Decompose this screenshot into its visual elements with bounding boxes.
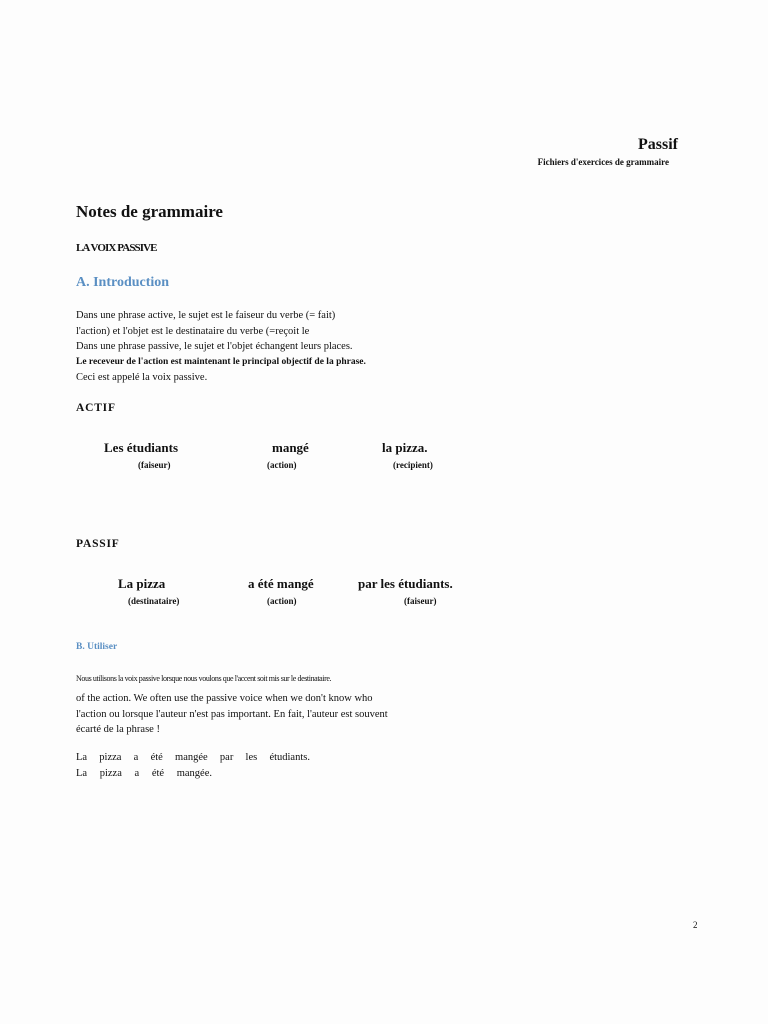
passive-agent: par les étudiants. xyxy=(358,576,453,591)
active-subject: Les étudiants xyxy=(104,440,179,455)
page-number: 2 xyxy=(693,920,698,930)
example-word: mangée xyxy=(175,752,208,763)
passive-label: PASSIF xyxy=(76,538,120,550)
active-role-doer: (faiseur) xyxy=(138,460,171,470)
section-b-heading: B. Utiliser xyxy=(76,642,118,652)
example-word: été xyxy=(151,768,165,779)
document-title: Passif xyxy=(638,136,678,153)
intro-line: Dans une phrase passive, le sujet et l'objet échangent leurs places. xyxy=(76,341,353,352)
passive-verb: a été mangé xyxy=(248,576,314,591)
usage-paragraph xyxy=(76,691,388,738)
passive-role-doer: (faiseur) xyxy=(404,596,437,606)
example-sentence-1 xyxy=(76,752,310,763)
topic-heading: LA VOIX PASSIVE xyxy=(76,242,157,254)
usage-line: of the action. We often use the passive voice when we don't know who xyxy=(76,693,373,704)
example-sentence-2 xyxy=(76,768,212,779)
example-word: été xyxy=(150,752,163,763)
example-word: pizza xyxy=(99,752,122,763)
usage-line: écarté de la phrase ! xyxy=(76,724,160,735)
example-word: La xyxy=(76,768,88,779)
active-verb: mangé xyxy=(272,440,309,455)
example-word: par xyxy=(219,752,234,763)
example-word: a xyxy=(133,752,139,763)
example-word: pizza xyxy=(99,768,122,779)
example-word: La xyxy=(76,752,88,763)
active-role-recipient: (recipient) xyxy=(393,460,433,470)
intro-line: l'action) et l'objet est le destinataire du verbe (=reçoit le xyxy=(76,325,310,337)
passive-role-recipient: (destinataire) xyxy=(128,596,180,606)
passive-subject: La pizza xyxy=(118,576,166,591)
active-object: la pizza. xyxy=(382,440,428,455)
example-word: les xyxy=(245,752,258,763)
intro-line: Dans une phrase active, le sujet est le faiseur du verbe (= fait) xyxy=(76,310,336,321)
intro-paragraph xyxy=(76,308,366,386)
active-role-action: (action) xyxy=(267,460,297,470)
notes-heading: Notes de grammaire xyxy=(76,202,223,221)
section-a-heading: A. Introduction xyxy=(76,275,170,290)
intro-line-bold: Le receveur de l'action est maintenant le principal objectif de la phrase. xyxy=(76,356,366,367)
example-word: étudiants. xyxy=(269,752,310,763)
example-word: mangée. xyxy=(176,768,212,779)
active-label: ACTIF xyxy=(76,402,116,414)
usage-line: l'action ou lorsque l'auteur n'est pas important. En fait, l'auteur est souvent xyxy=(76,708,388,720)
usage-intro-small: Nous utilisons la voix passive lorsque nous voulons que l'accent soit mis sur le destinataire. xyxy=(76,674,332,683)
example-word: a xyxy=(134,768,140,779)
intro-line: Ceci est appelé la voix passive. xyxy=(76,372,208,383)
document-subtitle: Fichiers d'exercices de grammaire xyxy=(537,157,669,167)
passive-role-action: (action) xyxy=(267,596,297,606)
